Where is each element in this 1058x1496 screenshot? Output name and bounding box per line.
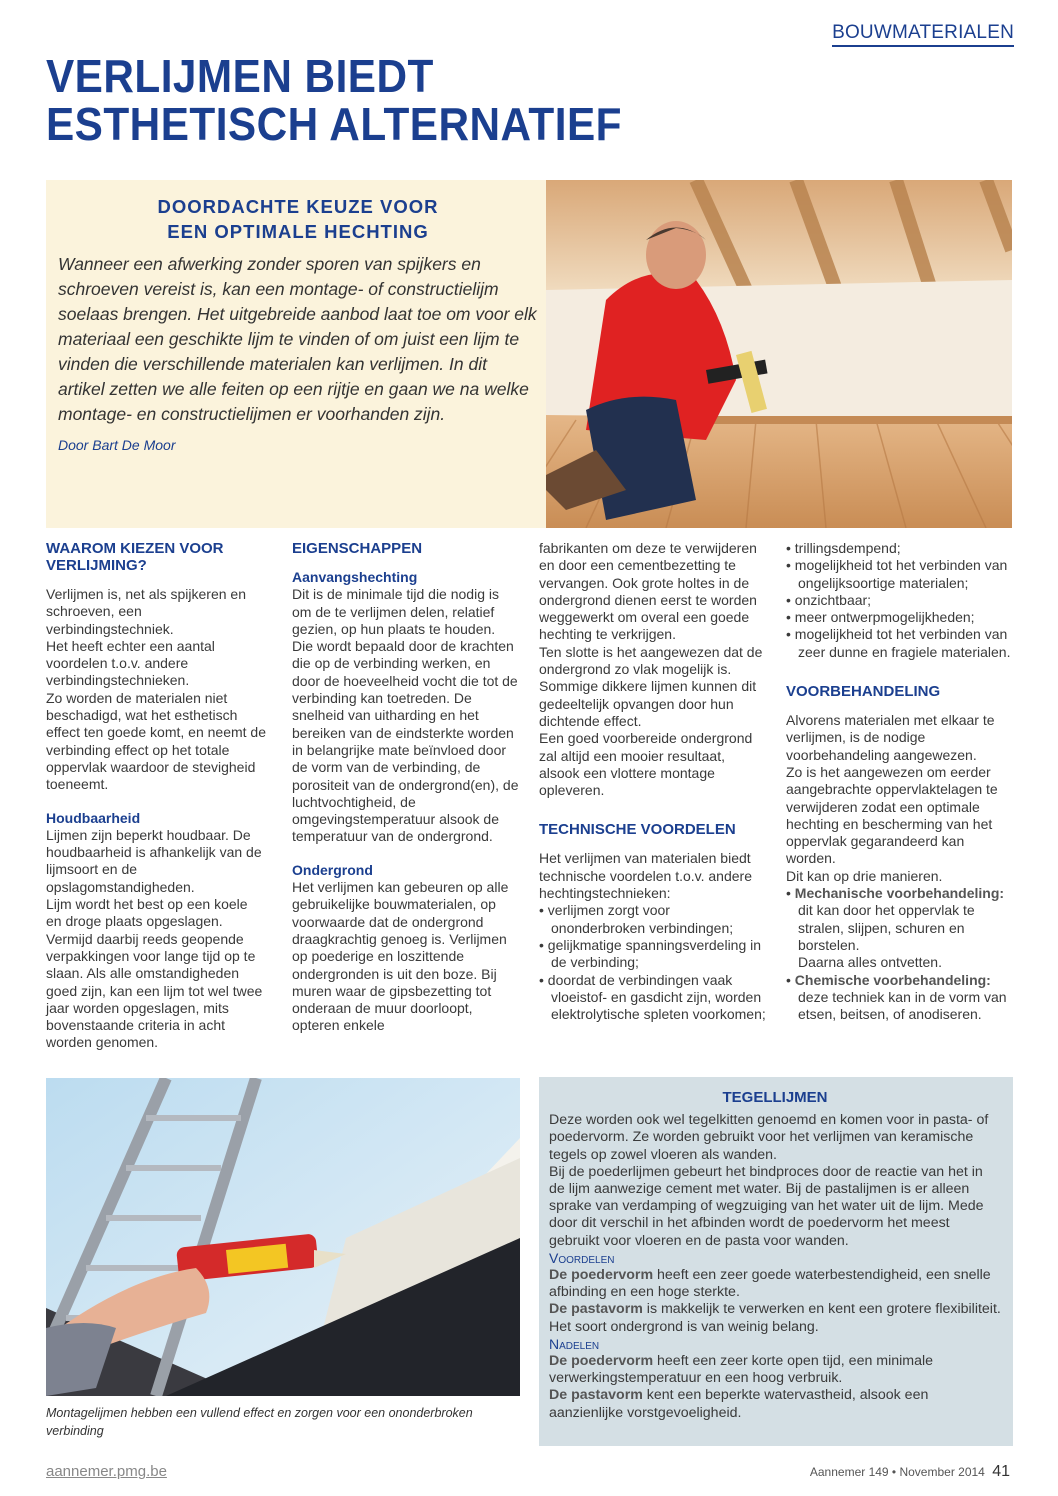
subheading-aanvangshechting: Aanvangshechting: [292, 569, 418, 585]
list-item-text: gelijkmatige spanningsverdeling in de verbinding;: [547, 936, 762, 971]
list-item: • Mechanische voorbehandeling: dit kan door het oppervlak te stralen, slijpen, schuren en borstelen. Daarna alles ontvetten.: [786, 885, 1005, 971]
term-text: heeft een zeer goede waterbestendigheid, een snelle afbinding en een hoge sterkte.: [549, 1267, 991, 1301]
list-item-text: doordat de verbindingen vaak vloeistof- en gasdicht zijn, worden elektrolytische spleten voorkomen;: [547, 971, 766, 1023]
paragraph: Lijm wordt het best op een koele en droge plaats opgeslagen. Vermijd daarbij reeds geopende verpakkingen voor lange tijd op te slaan. Als alle omstandigheden goed zijn, kan een lijm tot wel twee jaar worden opgeslagen, mits bovenstaande criteria in acht worden genomen.: [46, 896, 263, 1051]
paragraph: [549, 1387, 1001, 1421]
author-byline: Door Bart De Moor: [58, 437, 176, 453]
list-item: • doordat de verbindingen vaak vloeistof- en gasdicht zijn, worden elektrolytische spleten voorkomen;: [539, 971, 766, 1023]
list-item-text: Daarna alles ontvetten.: [798, 954, 942, 971]
list-item: • trillingsdempend;: [786, 540, 901, 556]
list-item: • mogelijkheid tot het verbinden van ongelijksoortige materialen;: [786, 557, 1008, 591]
photo-worker-gluing-skirting: [546, 180, 1012, 528]
list-item: • onzichtbaar;: [786, 591, 872, 608]
subheading-voordelen: Voordelen: [549, 1249, 615, 1266]
paragraph: Zo is het aangewezen om eerder aangebrachte oppervlaktelagen te verwijderen zodat een optimale hechting en bescherming van het oppervlak gegarandeerd kan worden.: [786, 763, 998, 867]
subheading-nadelen: Nadelen: [549, 1335, 600, 1352]
list-item: • verlijmen zorgt voor ononderbroken verbindingen;: [539, 902, 734, 936]
list-item-text: trillingsdempend;: [794, 540, 901, 556]
worker-photo-illustration: [546, 180, 1012, 528]
heading-voorbehandeling: VOORBEHANDELING: [786, 683, 941, 701]
list-item: • Chemische voorbehandeling: deze techniek kan in de vorm van etsen, beitsen, of anodiseren.: [786, 971, 1007, 1023]
ladder-photo-illustration: [46, 1078, 520, 1396]
paragraph: Het verlijmen kan gebeuren op alle gebruikelijke bouwmaterialen, op voorwaarde dat de ondergrond draagkrachtig genoeg is. Verlijmen op poederige en loszittende ondergronden is uit den boze. Bij muren waar de gipsbezetting tot onderaan de muur doorloopt, opteren enkele: [292, 879, 509, 1034]
list-item-text: dit kan door het oppervlak te stralen, slijpen, schuren en borstelen.: [798, 902, 975, 953]
paragraph: Bij de poederlijmen gebeurt het bindproces door de reactie van het in de lijm aanwezige cement met water. Bij de pastalijmen is er alleen sprake van verdamping of wegzuiging van het water uit de lijm. Mede door dit verschil in het afbinden wordt de poedervorm het meest gebruikt voor vloeren en de pasta voor wanden.: [549, 1163, 984, 1249]
list-item-text: mogelijkheid tot het verbinden van ongelijksoortige materialen;: [794, 557, 1008, 591]
title-line-1: VERLIJMEN BIEDT: [46, 50, 434, 102]
sidebar-title: TEGELLIJMEN: [722, 1089, 828, 1106]
list-item-label: Mechanische voorbehandeling:: [794, 885, 1005, 902]
paragraph: [549, 1267, 1001, 1301]
intro-subtitle-line-1: DOORDACHTE KEUZE VOOR: [157, 196, 439, 217]
footer-issue: Aannemer 149 • November 2014: [809, 1465, 985, 1479]
column-4: [786, 540, 1014, 1023]
column-2: [292, 540, 520, 1035]
paragraph: Het heeft echter een aantal voordelen t.o.v. andere verbindingstechnieken.: [46, 637, 215, 689]
heading-waarom-verlijming: WAAROM KIEZEN VOOR VERLIJMING?: [46, 540, 224, 574]
list-item: • mogelijkheid tot het verbinden van zeer dunne en fragiele materialen.: [786, 626, 1011, 660]
term-text: heeft een zeer korte open tijd, een minimale verwerkingstemperatuur en een hoog verbruik.: [549, 1353, 934, 1387]
section-label: BOUWMATERIALEN: [832, 22, 1014, 47]
paragraph: Zo worden de materialen niet beschadigd, wat het esthetisch effect ten goede komt, en neemt de verbinding effect op het totale oppervlak waardoor de stevigheid toeneemt.: [46, 689, 267, 793]
list-item: • meer ontwerpmogelijkheden;: [786, 609, 975, 626]
paragraph: Dit is de minimale tijd die nodig is om de te verlijmen delen, relatief gezien, op hun plaats te houden. Die wordt bepaald door de krachten die op de verbinding werken, en door de hoeveelheid vocht die tot de verbinding kan toetreden. De snelheid van uitharding en het bereiken van de eindsterkte worden in belangrijke mate beïnvloed door de vorm van de verbinding, de porositeit van de ondergrond(en), de luchtvochtigheid, de omgevingstemperatuur alsook de temperatuur van de ondergrond.: [292, 586, 519, 845]
intro-text: [58, 194, 538, 453]
list-item-text: deze techniek kan in de vorm van etsen, beitsen, of anodiseren.: [798, 988, 1007, 1023]
intro-subtitle: [58, 194, 538, 244]
sidebar-tegellijmen: [539, 1077, 1013, 1446]
term-text: kent een beperkte watervastheid, alsook een aanzienlijke vorstgevoeligheid.: [549, 1387, 929, 1421]
paragraph: Het verlijmen van materialen biedt technische voordelen t.o.v. andere hechtingstechnieken:: [539, 850, 752, 902]
list-item-label: Chemische voorbehandeling:: [794, 971, 991, 988]
paragraph: Verlijmen is, net als spijkeren en schroeven, een verbindingstechniek.: [46, 586, 246, 637]
intro-subtitle-line-2: EEN OPTIMALE HECHTING: [167, 221, 429, 242]
term-label: De poedervorm: [549, 1267, 654, 1284]
paragraph: Deze worden ook wel tegelkitten genoemd en komen voor in pasta- of poedervorm. Ze worden gebruikt voor het verlijmen van keramische tegels op zowel vloeren als wanden.: [549, 1112, 989, 1163]
heading-eigenschappen: EIGENSCHAPPEN: [292, 540, 423, 557]
column-1: [46, 540, 266, 1052]
term-label: De pastavorm: [549, 1387, 643, 1404]
paragraph: Alvorens materialen met elkaar te verlijmen, is de nodige voorbehandeling aangewezen.: [786, 712, 995, 763]
article-title: [46, 52, 874, 148]
subheading-ondergrond: Ondergrond: [292, 861, 373, 878]
list-item: • gelijkmatige spanningsverdeling in de verbinding;: [539, 936, 762, 971]
term-text: is makkelijk te verwerken en kent een grotere flexibiliteit. Het soort ondergrond is van weinig belang.: [549, 1301, 1001, 1335]
list-item-text: mogelijkheid tot het verbinden van zeer dunne en fragiele materialen.: [794, 626, 1011, 660]
footer-meta: [810, 1463, 1010, 1481]
column-3: [539, 540, 767, 1023]
footer-website-link[interactable]: aannemer.pmg.be: [46, 1463, 167, 1480]
paragraph: [549, 1353, 1001, 1387]
term-label: De pastavorm: [549, 1301, 643, 1318]
heading-technische-voordelen: TECHNISCHE VOORDELEN: [539, 821, 736, 839]
paragraph: Lijmen zijn beperkt houdbaar. De houdbaarheid is afhankelijk van de lijmsoort en de opslagomstandigheden.: [46, 826, 262, 895]
paragraph: fabrikanten om deze te verwijderen en door een cementbezetting te vervangen. Ook grote holtes in de ondergrond dienen eerst te worden weggewerkt om overal een goede hechting te verkrijgen.: [539, 540, 757, 643]
intro-lead: Wanneer een afwerking zonder sporen van spijkers en schroeven vereist is, kan een montage- of constructielijm soelaas brengen. Het uitgebreide aanbod laat toe om voor elk materiaal een geschikte lijm te vinden of om juist een lijm te vinden die verschillende materialen kan verlijmen. In dit artikel zetten we alle feiten op een rijtje en gaan we na welke montage- en constructielijmen er voorhanden zijn.: [58, 254, 537, 424]
paragraph: [549, 1301, 1001, 1335]
photo-ladder-glue-gun: [46, 1078, 520, 1396]
paragraph: Een goed voorbereide ondergrond zal altijd een mooier resultaat, alsook een vlottere montage opleveren.: [539, 730, 753, 799]
list-item-text: meer ontwerpmogelijkheden;: [794, 609, 975, 626]
paragraph: Dit kan op drie manieren.: [786, 867, 943, 884]
page-number: 41: [992, 1463, 1010, 1480]
paragraph: Ten slotte is het aangewezen dat de ondergrond zo vlak mogelijk is. Sommige dikkere lijmen kunnen dit gedeeltelijk opvangen door hun dichtende effect.: [539, 643, 763, 729]
list-item-text: onzichtbaar;: [794, 591, 872, 608]
subheading-houdbaarheid: Houdbaarheid: [46, 809, 141, 826]
term-label: De poedervorm: [549, 1353, 654, 1370]
title-line-2: ESTHETISCH ALTERNATIEF: [46, 98, 622, 150]
photo-caption: Montagelijmen hebben een vullend effect en zorgen voor een ononderbroken verbinding: [46, 1406, 473, 1438]
list-item-text: verlijmen zorgt voor ononderbroken verbindingen;: [547, 902, 734, 936]
